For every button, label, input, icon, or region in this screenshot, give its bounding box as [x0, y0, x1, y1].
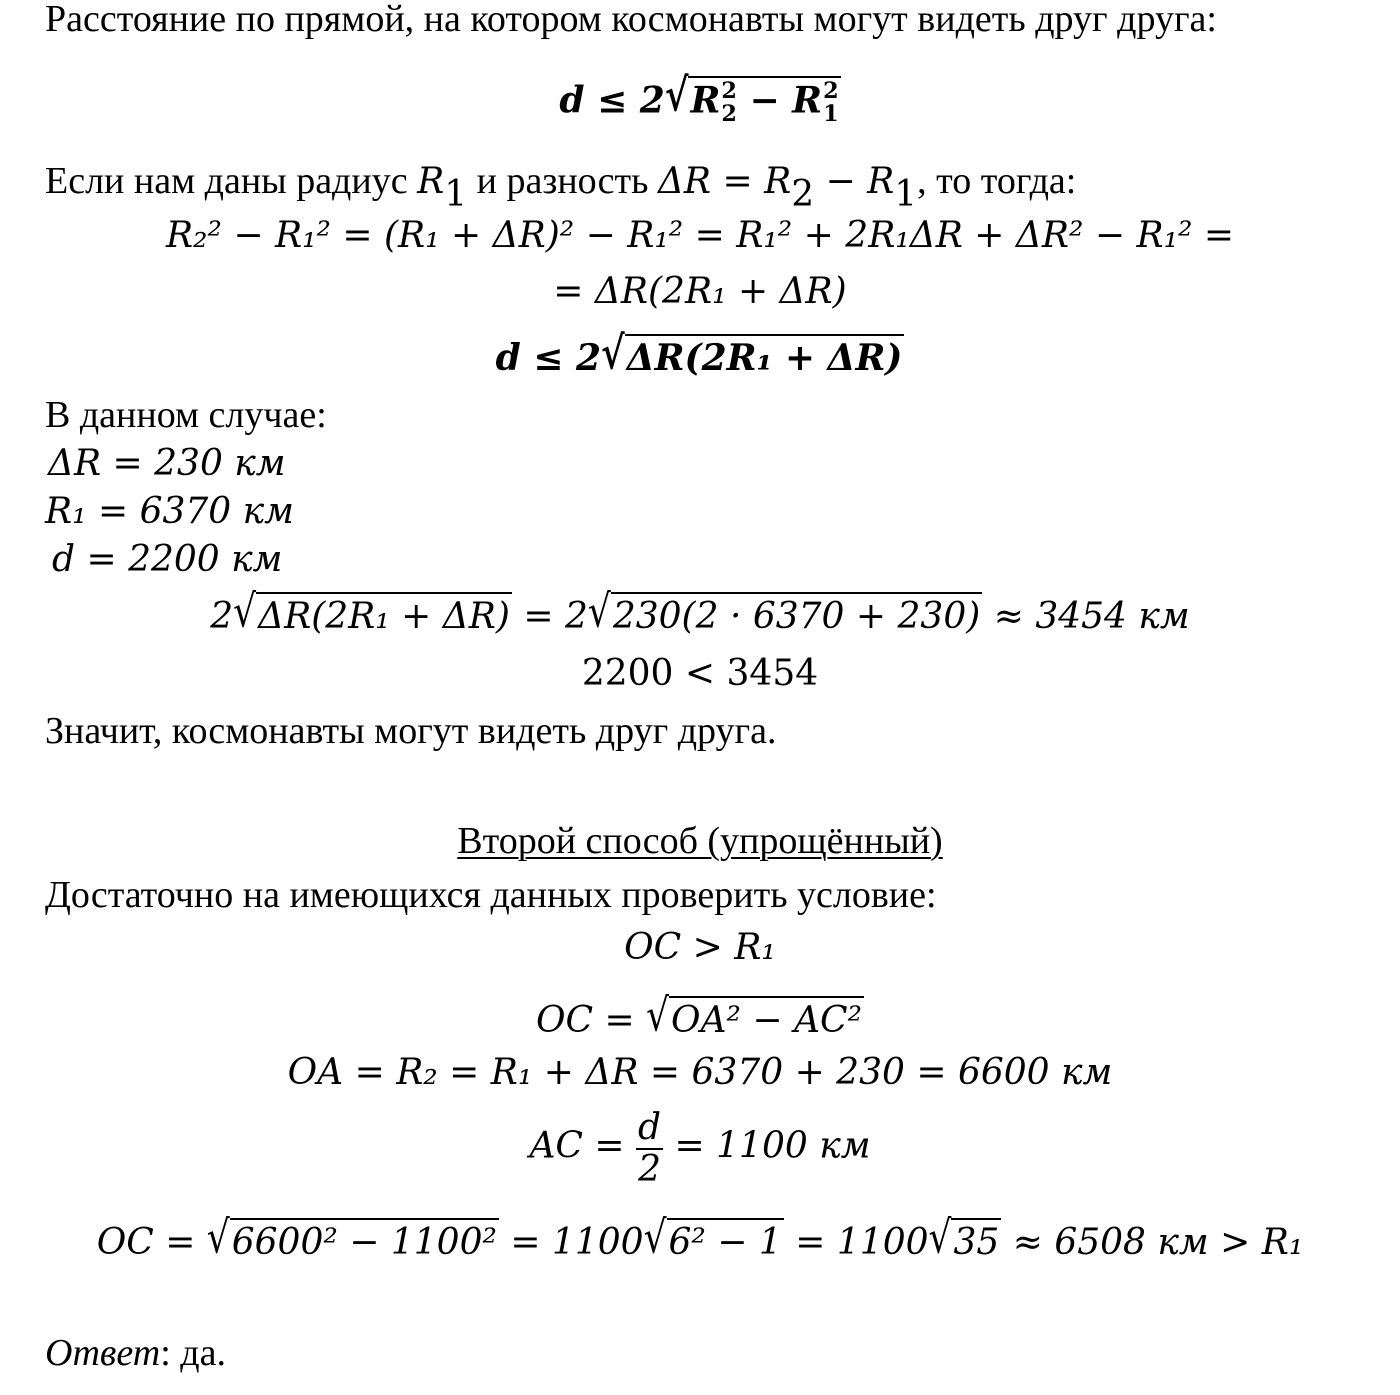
- sqrt-oc-calc-2: √6² − 1: [643, 1212, 782, 1264]
- oc-definition: OC = √OA² − AC²: [535, 990, 863, 1042]
- sqrt-delta: √ΔR(2R₁ + ΔR): [601, 327, 903, 380]
- sqrt-r2-r1: √R 2 2 − R 2 1: [664, 69, 839, 128]
- ac-line: AC = $\frac{d}{2}$ = 1100 км: [529, 1107, 871, 1190]
- calc-line: 2√ΔR(2R₁ + ΔR) = 2√230(2 · 6370 + 230) ≈ 3454 км: [210, 586, 1190, 638]
- sqrt-calc-1: √ΔR(2R₁ + ΔR): [233, 586, 510, 638]
- answer-text: : да.: [160, 1332, 226, 1374]
- answer-label: Ответ: [45, 1332, 161, 1374]
- second-method-title: Второй способ (упрощённый): [457, 820, 943, 862]
- sqrt-oc-calc-1: √6600² − 1100²: [206, 1212, 497, 1264]
- intro-text: Расстояние по прямой, на котором космонавты могут видеть друг друга:: [45, 0, 1217, 40]
- expand-line-2: = ΔR(2R₁ + ΔR): [553, 271, 847, 312]
- answer-line: [45, 1334, 226, 1372]
- condition-line: OC > R₁: [624, 927, 776, 968]
- value-delta-r: ΔR = 230 км: [48, 443, 286, 484]
- expand-line-1: R₂² − R₁² = (R₁ + ΔR)² − R₁² = R₁² + 2R₁ΔR + ΔR² − R₁² =: [165, 215, 1235, 256]
- given-text: Если нам даны радиус $R_1$ и разность $\Delta R = R_2 - R_1$, то тогда:: [45, 160, 1077, 215]
- second-intro: Достаточно на имеющихся данных проверить условие:: [45, 874, 937, 916]
- fraction-d-over-2: $\frac{d}{2}$: [638, 1107, 662, 1190]
- value-r1: R₁ = 6370 км: [45, 491, 294, 532]
- formula-main: [0, 69, 1400, 128]
- oa-line: OA = R₂ = R₁ + ΔR = 6370 + 230 = 6600 км: [287, 1052, 1113, 1093]
- sqrt-oc: √OA² − AC²: [646, 990, 863, 1042]
- case-label: В данном случае:: [45, 394, 327, 436]
- value-d: d = 2200 км: [52, 539, 283, 580]
- compare-line: 2200 < 3454: [581, 653, 819, 694]
- sqrt-oc-calc-3: √35: [928, 1212, 1000, 1264]
- conclusion-text: Значит, космонавты могут видеть друг друга.: [45, 710, 777, 752]
- oc-calc-line: OC = √6600² − 1100² = 1100√6² − 1 = 1100√35 ≈ 6508 км > R₁: [96, 1212, 1304, 1264]
- sqrt-calc-2: √230(2 · 6370 + 230): [587, 586, 981, 638]
- formula-delta: d ≤ 2√ΔR(2R₁ + ΔR): [495, 327, 903, 380]
- formula-main-lhs: d ≤ 2: [559, 79, 665, 122]
